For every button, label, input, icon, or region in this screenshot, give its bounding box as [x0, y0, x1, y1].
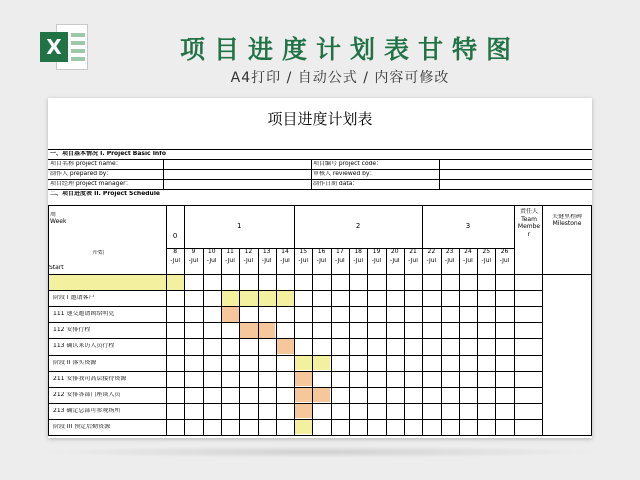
- gantt-bar-subtask: [276, 339, 293, 354]
- week-label: 周 Week: [50, 212, 67, 225]
- day-number: 18: [354, 249, 362, 255]
- day-number: 23: [445, 249, 454, 255]
- day-month-label: -Jul: [334, 258, 345, 264]
- start-label-bottom: Start: [49, 265, 64, 271]
- grid-line-v: [514, 205, 515, 435]
- excel-badge: X: [40, 32, 68, 62]
- day-number: 20: [390, 249, 399, 255]
- day-month-label: -Jul: [280, 258, 290, 264]
- day-month-label: -Jul: [170, 258, 181, 264]
- day-number: 13: [262, 249, 271, 255]
- grid-line-v: [203, 248, 204, 435]
- day-number: 19: [372, 249, 381, 255]
- day-month-label: -Jul: [499, 258, 510, 264]
- day-number: 8: [173, 249, 178, 255]
- grid-line-v: [239, 248, 240, 435]
- day-number: 26: [500, 249, 509, 255]
- grid-line-v: [331, 248, 332, 435]
- page-title: 项目进度计划表甘特图: [179, 35, 520, 64]
- grid-line-h: [48, 189, 592, 190]
- day-month-label: -Jul: [298, 258, 309, 264]
- day-number: 14: [281, 249, 289, 255]
- gantt-bar-subtask: [295, 371, 312, 386]
- week-number: 2: [355, 222, 361, 230]
- grid-line-v: [404, 248, 405, 435]
- grid-line-h: [166, 248, 514, 249]
- sheet-title: 项目进度计划表: [267, 110, 373, 128]
- day-number: 16: [317, 249, 326, 255]
- grid-line-v: [441, 248, 442, 435]
- gantt-bar-phase: [295, 419, 312, 434]
- section2-heading: 二、项目进度表 II. Project Schedule: [50, 191, 160, 197]
- grid-line-h: [48, 149, 592, 150]
- grid-line-h: [48, 274, 592, 275]
- day-month-label: -Jul: [371, 258, 382, 264]
- grid-line-h: [48, 179, 592, 180]
- section1-heading: 一、项目基本情况 I. Project Basic Info: [50, 151, 166, 157]
- day-number: 9: [191, 249, 196, 255]
- day-number: 10: [207, 249, 216, 255]
- grid-line-v: [495, 248, 496, 435]
- grid-line-v: [459, 248, 460, 435]
- team-member-label: 责任人 Team Membe r: [517, 208, 541, 238]
- grid-line-v: [276, 248, 277, 435]
- grid-line-v: [591, 205, 592, 435]
- grid-line-v: [163, 159, 164, 189]
- week-number: 3: [465, 222, 471, 230]
- grid-line-h: [48, 435, 542, 436]
- day-month-label: -Jul: [225, 258, 235, 264]
- day-number: 15: [299, 249, 308, 255]
- day-month-label: -Jul: [316, 258, 327, 264]
- page-header: [0, 0, 640, 100]
- grid-line-v: [439, 159, 440, 189]
- task-label: 阶段 II 落实资源: [53, 359, 97, 366]
- day-month-label: -Jul: [444, 258, 455, 264]
- grid-line-v: [166, 205, 167, 435]
- day-number: 22: [427, 249, 436, 255]
- page-subtitle: A4打印 / 自动公式 / 内容可修改: [230, 70, 450, 86]
- grid-line-v: [367, 248, 368, 435]
- day-month-label: -Jul: [481, 258, 492, 264]
- grid-line-h: [48, 205, 592, 206]
- task-label: 212 安排各部门座谈人员: [53, 391, 121, 398]
- day-number: 24: [464, 249, 472, 255]
- grid-line-v: [349, 248, 350, 435]
- day-month-label: -Jul: [463, 258, 473, 264]
- day-month-label: -Jul: [426, 258, 437, 264]
- grid-line-h: [48, 159, 592, 160]
- task-label: 211 安排我司高层接待资源: [53, 375, 127, 382]
- task-label: 112 安排行程: [53, 327, 91, 334]
- day-month-label: -Jul: [389, 258, 400, 264]
- day-month-label: -Jul: [188, 258, 199, 264]
- gantt-bar-subtask: [221, 307, 238, 322]
- grid-line-v: [542, 205, 543, 435]
- day-month-label: -Jul: [206, 258, 217, 264]
- grid-line-v: [48, 205, 49, 435]
- day-number: 11: [226, 249, 234, 255]
- start-label-top: 开始: [92, 250, 105, 256]
- info-label-left-0: 项目名称 project name：: [50, 161, 122, 167]
- grid-line-v: [386, 248, 387, 435]
- day-number: 12: [244, 249, 253, 255]
- info-label-right-1: 审核人 reviewed by：: [313, 171, 376, 177]
- info-label-left-2: 项目经理 project manager：: [50, 181, 132, 187]
- week-number: 1: [236, 222, 242, 230]
- day-number: 21: [409, 249, 417, 255]
- info-label-right-2: 制作日期 data：: [313, 181, 359, 187]
- kickoff-row-fill: [49, 275, 184, 290]
- task-label: 阶段 I 邀请客户: [53, 295, 95, 302]
- gantt-bar-subtask: [295, 403, 312, 418]
- grid-line-v: [477, 248, 478, 435]
- day-number: 25: [482, 249, 491, 255]
- day-number: 17: [336, 249, 344, 255]
- grid-line-v: [312, 248, 313, 435]
- day-month-label: -Jul: [408, 258, 418, 264]
- task-label: 阶段 III 预定后勤资源: [53, 423, 111, 430]
- grid-line-v: [422, 205, 423, 435]
- sheet-shadow: [40, 446, 600, 458]
- excel-icon: [40, 24, 88, 70]
- grid-line-v: [184, 205, 185, 435]
- grid-line-v: [221, 248, 222, 435]
- day-month-label: -Jul: [353, 258, 364, 264]
- day-month-label: -Jul: [243, 258, 254, 264]
- task-label: 113 确认来访人员行程: [53, 343, 115, 350]
- task-label: 111 递交邀请函给明克: [53, 311, 115, 318]
- milestone-label: 关键里程碑 Milestone: [551, 214, 582, 227]
- grid-line-h: [542, 435, 592, 436]
- grid-line-v: [311, 159, 312, 189]
- spreadsheet-preview: [48, 98, 592, 438]
- week-number: 0: [172, 232, 178, 240]
- task-label: 213 确定总部可参观场所: [53, 407, 121, 414]
- day-month-label: -Jul: [261, 258, 272, 264]
- grid-line-h: [48, 169, 592, 170]
- grid-line-v: [258, 248, 259, 435]
- info-label-left-1: 制作人 prepared by：: [50, 171, 113, 177]
- grid-line-v: [294, 205, 295, 435]
- info-label-right-0: 项目编号 project code：: [313, 161, 383, 167]
